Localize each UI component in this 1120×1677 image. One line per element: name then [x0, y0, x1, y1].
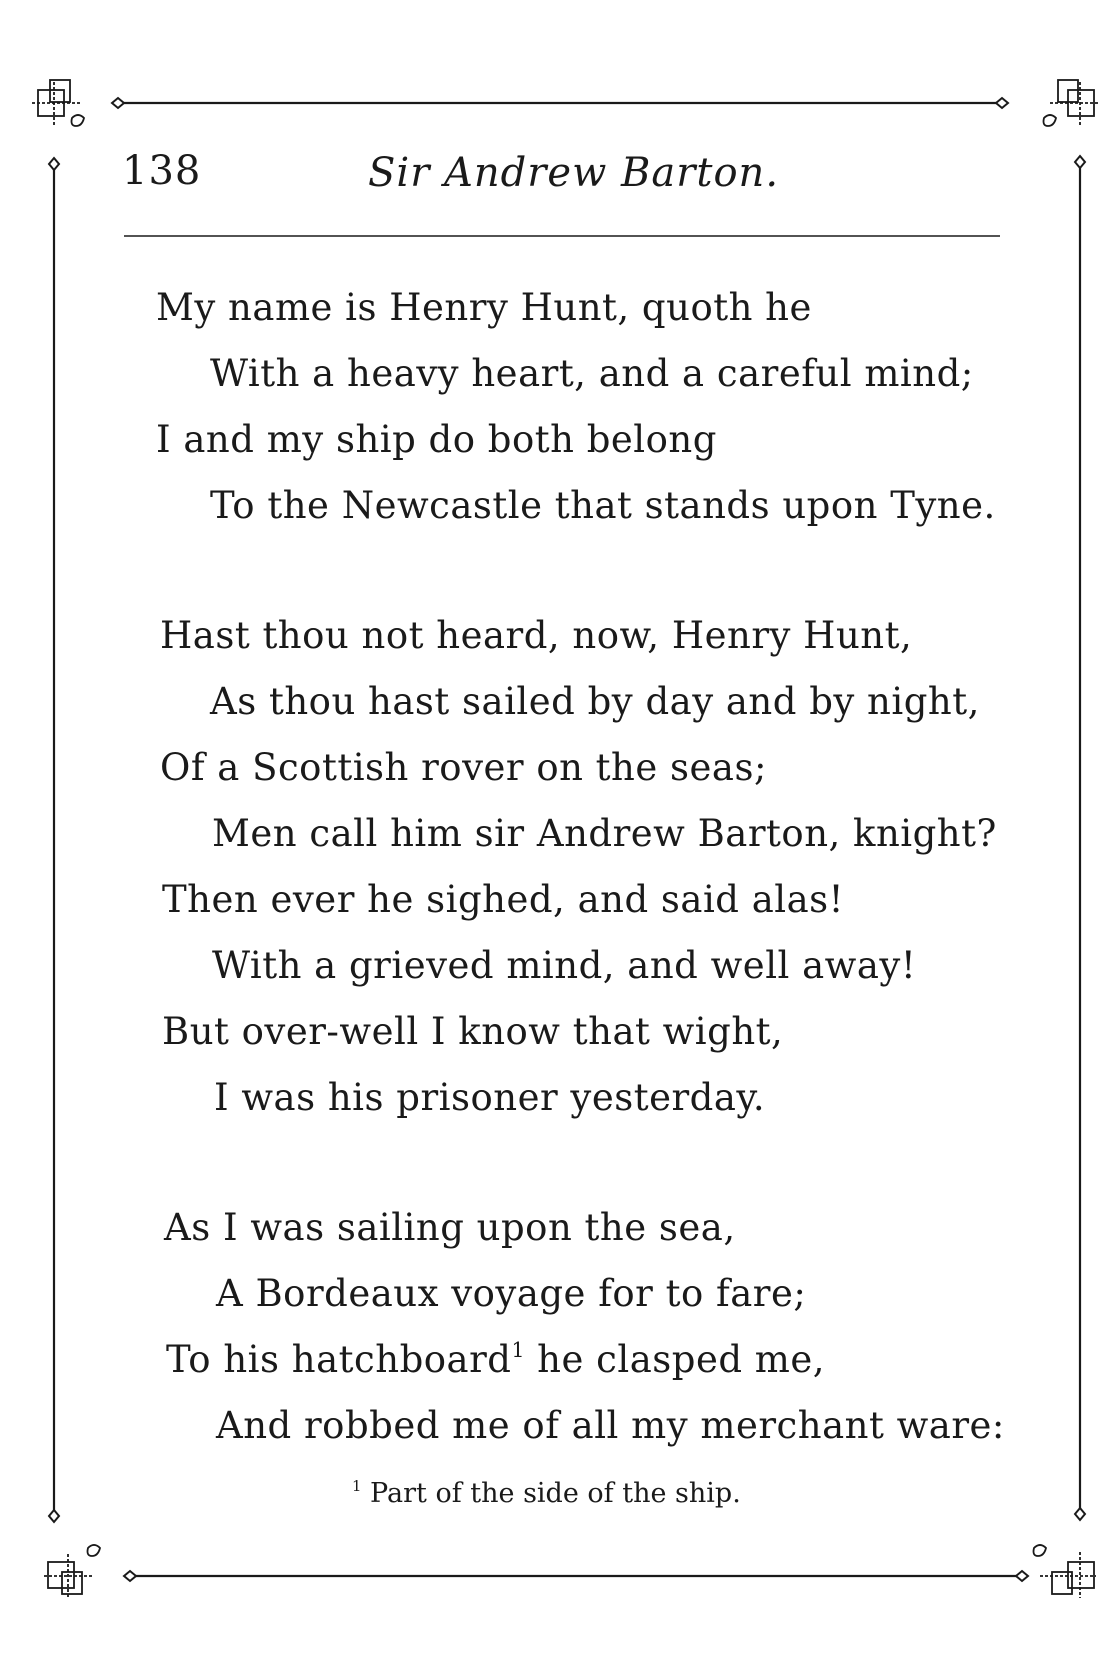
verse-line: My name is Henry Hunt, quoth he	[156, 286, 812, 329]
footnote-reference-mark: 1	[511, 1337, 525, 1362]
verse-line: Men call him sir Andrew Barton, knight?	[212, 812, 997, 855]
verse-text: To his hatchboard	[166, 1338, 512, 1381]
verse-line: To the Newcastle that stands upon Tyne.	[210, 484, 996, 527]
verse-line: And robbed me of all my merchant ware:	[216, 1404, 1005, 1447]
verse-line: Of a Scottish rover on the seas;	[160, 746, 767, 789]
verse-line: With a grieved mind, and well away!	[212, 944, 917, 987]
verse-line-with-footnote	[166, 1338, 825, 1381]
floral-corner-ornament-icon	[1044, 80, 1099, 126]
floral-corner-ornament-icon	[32, 80, 84, 126]
footnote-mark: 1	[352, 1476, 362, 1495]
verse-text: he clasped me,	[524, 1338, 826, 1381]
running-title: Sir Andrew Barton.	[368, 150, 780, 196]
floral-corner-ornament-icon	[1034, 1545, 1097, 1598]
verse-line: I was his prisoner yesterday.	[214, 1076, 766, 1119]
page-number: 138	[122, 148, 202, 194]
verse-line: I and my ship do both belong	[156, 418, 717, 461]
verse-line: Then ever he sighed, and said alas!	[162, 878, 845, 921]
verse-line: A Bordeaux voyage for to fare;	[216, 1272, 807, 1315]
verse-line: As thou hast sailed by day and by night,	[210, 680, 980, 723]
verse-line: With a heavy heart, and a careful mind;	[210, 352, 974, 395]
footnote	[352, 1478, 741, 1509]
verse-line: As I was sailing upon the sea,	[164, 1206, 736, 1249]
footnote-text: Part of the side of the ship.	[370, 1478, 741, 1509]
floral-corner-ornament-icon	[44, 1545, 100, 1598]
verse-line: Hast thou not heard, now, Henry Hunt,	[160, 614, 913, 657]
verse-line: But over-well I know that wight,	[162, 1010, 784, 1053]
